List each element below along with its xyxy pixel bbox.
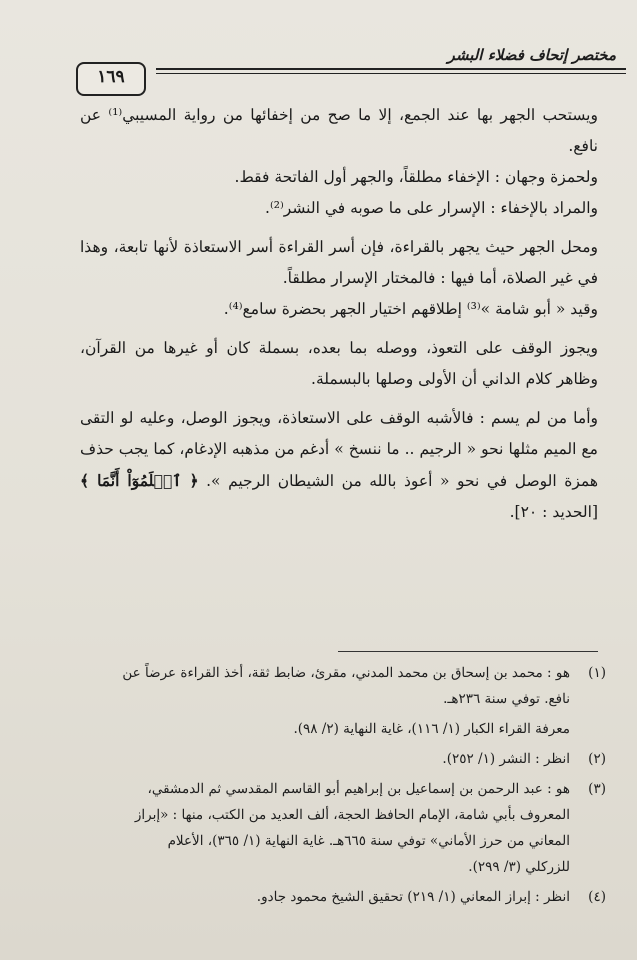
footnote-1 bbox=[66, 660, 606, 712]
footnote-line: نافع. توفي سنة ٢٣٦هـ. bbox=[443, 691, 570, 707]
footnote-line: هو : محمد بن إسحاق بن محمد المدني، مقرئ، ضابط ثقة، أخذ القراءة عرضاً عن bbox=[122, 665, 570, 681]
paragraph-7 bbox=[80, 403, 598, 528]
paragraph-1: ويستحب الجهر بها عند الجمع، إلا ما صح من إخفائها من رواية المسيبي⁽¹⁾ عن نافع. bbox=[80, 106, 598, 155]
footnote-number: (٣) bbox=[588, 781, 606, 797]
footnote-line: انظر : إبراز المعاني (١/ ٢١٩) تحقيق الشيخ محمود جادو. bbox=[256, 889, 570, 905]
footnote-3 bbox=[66, 776, 606, 880]
footnote-4 bbox=[66, 884, 606, 910]
footnotes bbox=[66, 660, 606, 914]
footnote-divider bbox=[338, 651, 598, 652]
paragraph-4: ومحل الجهر حيث يجهر بالقراءة، فإن أسر القراءة أسر الاستعاذة لأنها تابعة، وهذا في غير الصلاة، أما فيها : فالمختار الإسرار مطلقاً. bbox=[80, 238, 598, 287]
footnote-2 bbox=[66, 746, 606, 772]
footnote-line: انظر : النشر (١/ ٢٥٢). bbox=[442, 751, 570, 767]
page-number-frame bbox=[76, 62, 146, 96]
footnote-line: المعاني من حرز الأماني» توفي سنة ٦٦٥هـ. غاية النهاية (١/ ٣٦٥)، الأعلام bbox=[167, 833, 570, 849]
paragraph-2: ولحمزة وجهان : الإخفاء مطلقاً، والجهر أول الفاتحة فقط. bbox=[234, 168, 598, 186]
paragraph-5: وقيد « أبو شامة »⁽³⁾ إطلاقهم اختيار الجهر بحضرة سامع⁽⁴⁾. bbox=[223, 300, 598, 318]
verse-reference: [الحديد : ٢٠]. bbox=[509, 503, 598, 521]
paragraph-3: والمراد بالإخفاء : الإسرار على ما صوبه في النشر⁽²⁾. bbox=[265, 199, 598, 217]
main-text bbox=[80, 100, 598, 528]
footnote-line: هو : عبد الرحمن بن إسماعيل بن إبراهيم أبو القاسم المقدسي ثم الدمشقي، bbox=[147, 781, 570, 797]
header-rule bbox=[156, 68, 626, 70]
paragraph-7-text: وأما من لم يسم : فالأشبه الوقف على الاستعاذة، ويجوز الوصل، وعليه لو التقى مع الميم مثلها نحو « الرجيم .. ما ننسخ » أدغم من مذهبه الإدغام، كما يجب حذف همزة الوصل في نحو « أعوذ بالله من الشيطان الرجيم ». bbox=[80, 409, 599, 490]
page-number: ١٦٩ bbox=[97, 67, 125, 87]
page-header bbox=[76, 44, 626, 96]
footnote-line: المعروف بأبي شامة، الإمام الحافظ الحجة، ألف العديد من الكتب، منها : «إبراز bbox=[134, 807, 570, 823]
footnote-line: للزركلي (٣/ ٢٩٩). bbox=[468, 859, 570, 875]
footnote-1-sources: معرفة القراء الكبار (١/ ١١٦)، غاية النهاية (٢/ ٩٨). bbox=[293, 721, 570, 737]
footnote-number: (١) bbox=[588, 665, 606, 681]
running-title: مختصر إتحاف فضلاء البشر bbox=[447, 46, 616, 64]
quran-verse: ﴿ ٱعۡلَمُوٓاْ أَنَّمَا ﴾ bbox=[80, 471, 199, 490]
paragraph-6: ويجوز الوقف على التعوذ، ووصله بما بعده، بسملة كان أو غيرها من القرآن، وظاهر كلام الداني أن الأولى وصلها بالبسملة. bbox=[80, 339, 598, 388]
footnote-number: (٢) bbox=[588, 751, 606, 767]
footnote-number: (٤) bbox=[588, 889, 606, 905]
header-rule-thin bbox=[156, 73, 626, 74]
